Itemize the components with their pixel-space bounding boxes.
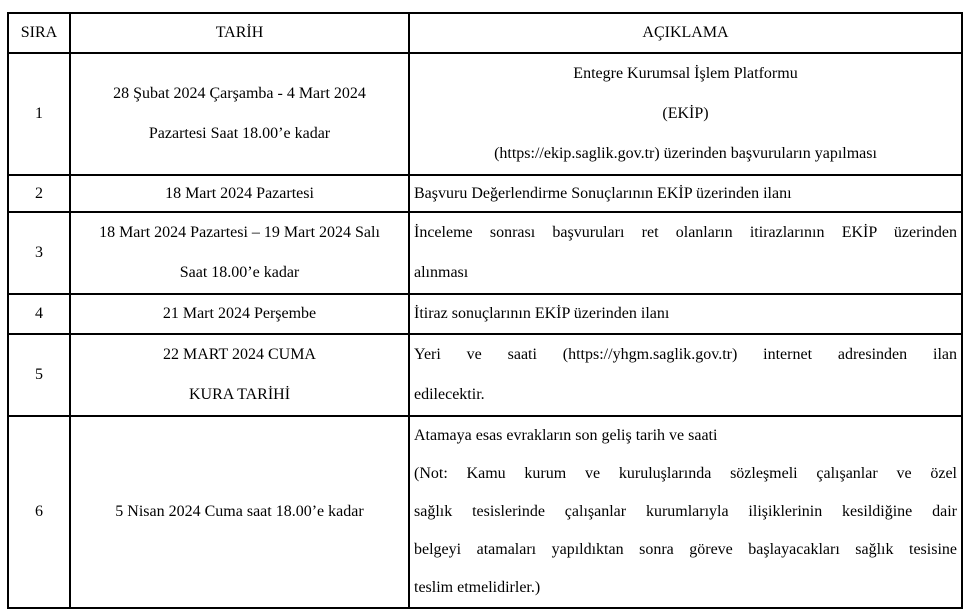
aciklama-line: Entegre Kurumsal İşlem Platformu — [573, 65, 798, 82]
aciklama-line-link: (https://ekip.saglik.gov.tr) üzerinden başvuruların yapılması — [494, 145, 877, 162]
cell-sira: 2 — [8, 175, 70, 212]
cell-tarih — [70, 212, 409, 294]
tarih-line: 21 Mart 2024 Perşembe — [162, 305, 317, 322]
aciklama-line: Yeri ve saati (https://yhgm.saglik.gov.tr) internet adresinden ilan — [414, 346, 957, 363]
cell-sira: 5 — [8, 334, 70, 416]
table-row — [8, 334, 962, 416]
tarih-line: Saat 18.00’e kadar — [179, 264, 300, 281]
table-row — [8, 53, 962, 175]
cell-sira: 4 — [8, 294, 70, 334]
tarih-line: 28 Şubat 2024 Çarşamba - 4 Mart 2024 — [113, 85, 366, 102]
tarih-line: Pazartesi Saat 18.00’e kadar — [148, 125, 331, 142]
aciklama-note-line: belgeyi atamaları yapıldıktan sonra göreve başlayacakları sağlık tesisine — [414, 541, 957, 558]
cell-sira: 1 — [8, 53, 70, 175]
cell-aciklama — [409, 212, 962, 294]
cell-aciklama — [409, 334, 962, 416]
tarih-line: 18 Mart 2024 Pazartesi — [165, 184, 314, 202]
table-row — [8, 294, 962, 334]
aciklama-line: Başvuru Değerlendirme Sonuçlarının EKİP üzerinden ilanı — [414, 184, 792, 202]
aciklama-note-line: (Not: Kamu kurum ve kuruluşlarında sözleşmeli çalışanlar ve özel — [414, 465, 957, 482]
cell-tarih — [70, 334, 409, 416]
cell-tarih — [70, 175, 409, 212]
aciklama-line: (EKİP) — [662, 105, 709, 122]
tarih-line: 18 Mart 2024 Pazartesi – 19 Mart 2024 Salı — [99, 224, 380, 241]
aciklama-line: İnceleme sonrası başvuruları ret olanların itirazlarının EKİP üzerinden — [414, 224, 957, 241]
table-row — [8, 212, 962, 294]
cell-sira: 6 — [8, 416, 70, 608]
aciklama-note-line: teslim etmelidirler.) — [414, 579, 541, 596]
aciklama-note-line: sağlık tesislerinde çalışanlar kurumlarıyla ilişiklerinin kesildiğine dair — [414, 503, 957, 520]
tarih-line: 5 Nisan 2024 Cuma saat 18.00’e kadar — [115, 503, 364, 520]
aciklama-line: Atamaya esas evrakların son geliş tarih ve saati — [414, 427, 718, 444]
header-tarih: TARİH — [70, 13, 409, 53]
schedule-table — [7, 12, 963, 609]
aciklama-line: İtiraz sonuçlarının EKİP üzerinden ilanı — [414, 305, 670, 322]
aciklama-line: alınması — [414, 264, 469, 281]
tarih-line: 22 MART 2024 CUMA — [163, 346, 316, 363]
table-header-row — [8, 13, 962, 53]
cell-tarih — [70, 416, 409, 608]
table-row — [8, 416, 962, 608]
tarih-line: KURA TARİHİ — [188, 386, 291, 403]
cell-tarih — [70, 53, 409, 175]
cell-aciklama — [409, 416, 962, 608]
cell-aciklama — [409, 175, 962, 212]
cell-tarih — [70, 294, 409, 334]
aciklama-line: edilecektir. — [414, 386, 485, 403]
table-row — [8, 175, 962, 212]
cell-aciklama — [409, 53, 962, 175]
cell-sira: 3 — [8, 212, 70, 294]
header-sira: SIRA — [8, 13, 70, 53]
header-aciklama: AÇIKLAMA — [409, 13, 962, 53]
cell-aciklama — [409, 294, 962, 334]
